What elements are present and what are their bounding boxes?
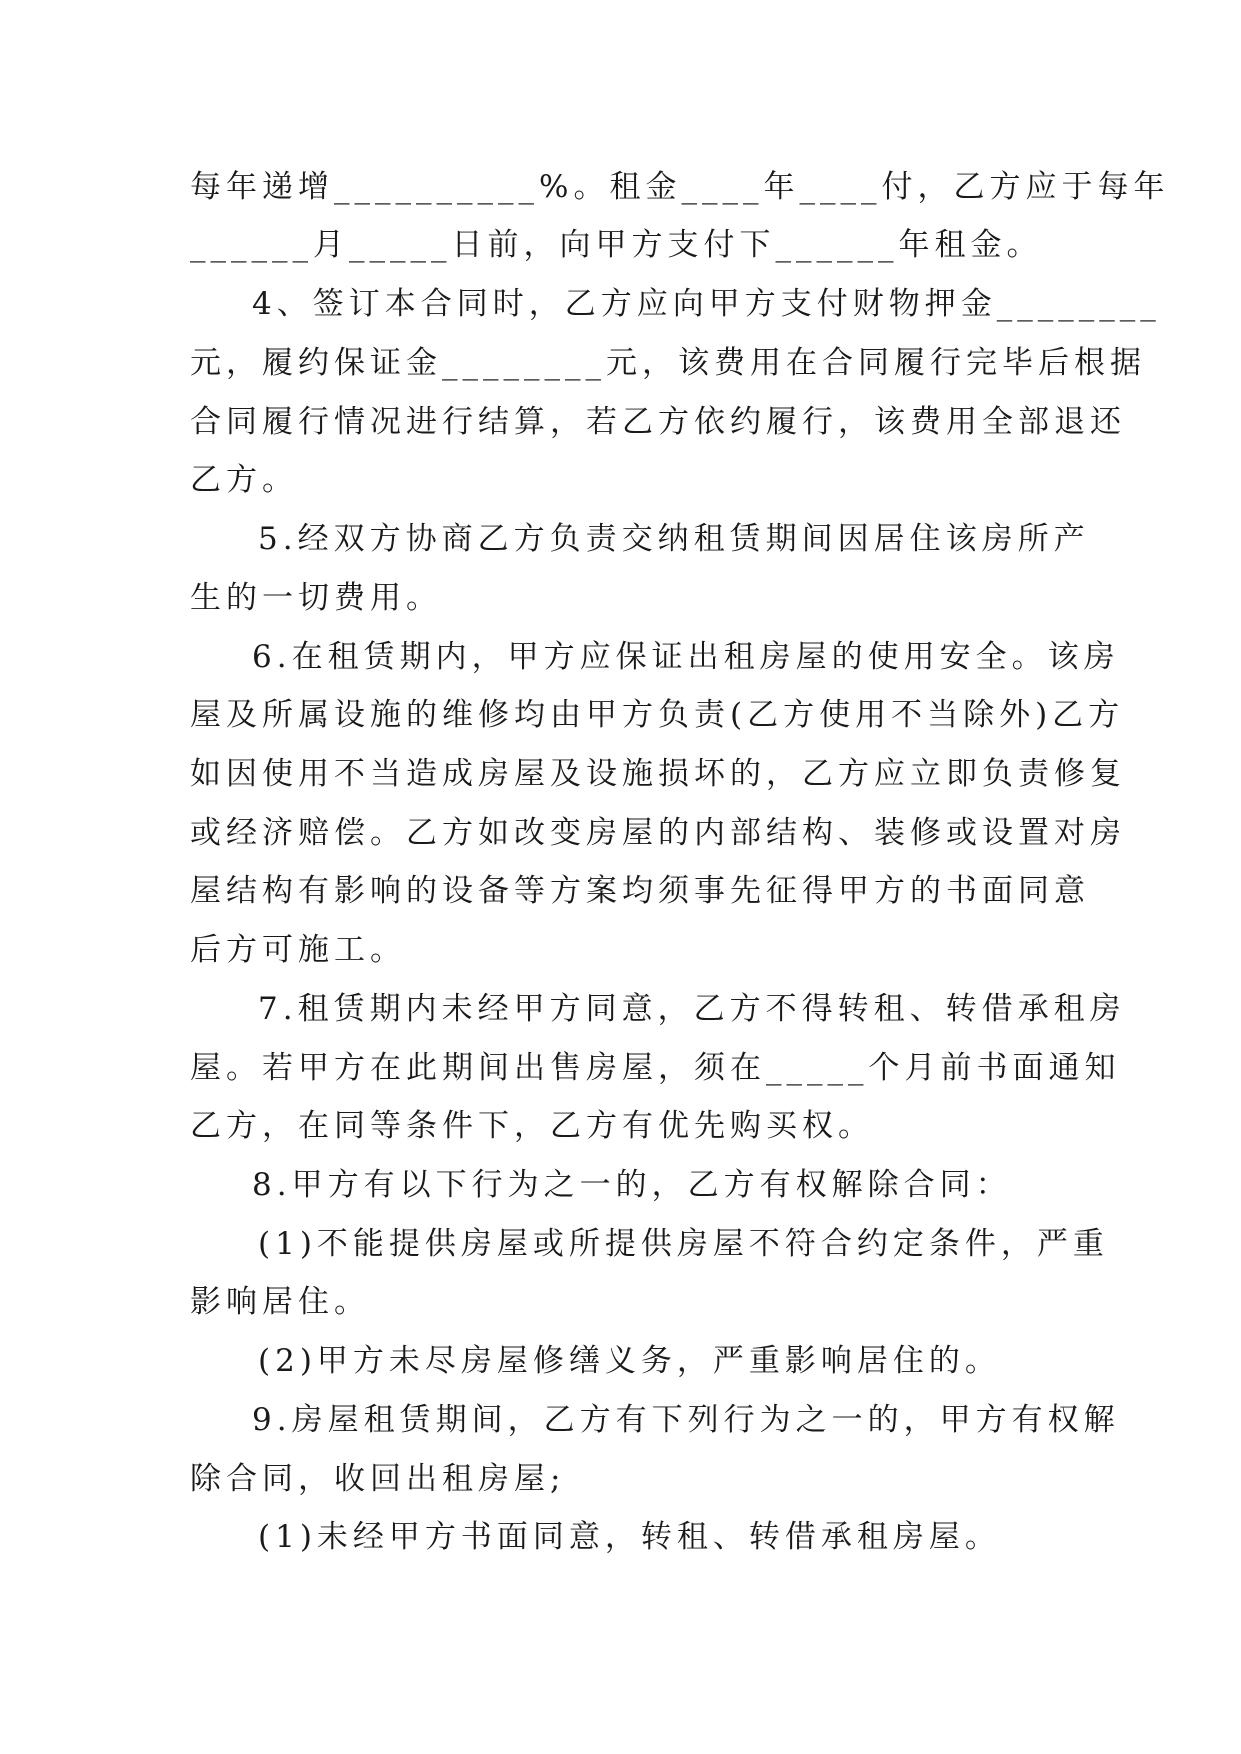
text-line: 每年递增__________%。租金____年____付，乙方应于每年 <box>190 169 1170 205</box>
text-line: 生的一切费用。 <box>190 580 442 616</box>
text-line: 6.在租赁期内，甲方应保证出租房屋的使用安全。该房 <box>252 639 1120 675</box>
text-line: 乙方。 <box>190 462 298 498</box>
text-line: 8.甲方有以下行为之一的，乙方有权解除合同： <box>252 1167 1012 1203</box>
text-line: 5.经双方协商乙方负责交纳租赁期间因居住该房所产 <box>258 521 1090 557</box>
text-line: (1)不能提供房屋或所提供房屋不符合约定条件，严重 <box>258 1226 1109 1262</box>
text-line: 如因使用不当造成房屋及设施损坏的，乙方应立即负责修复 <box>190 756 1126 792</box>
text-line: 9.房屋租赁期间，乙方有下列行为之一的，甲方有权解 <box>252 1402 1120 1438</box>
text-line: 元，履约保证金________元，该费用在合同履行完毕后根据 <box>190 345 1146 381</box>
text-line: 合同履行情况进行结算，若乙方依约履行，该费用全部退还 <box>190 404 1126 440</box>
text-line: 影响居住。 <box>190 1284 370 1320</box>
text-line: 4、签订本合同时，乙方应向甲方支付财物押金________ <box>252 286 1161 322</box>
text-line: 7.租赁期内未经甲方同意，乙方不得转租、转借承租房 <box>258 991 1126 1027</box>
text-line: ______月_____日前，向甲方支付下______年租金。 <box>190 227 1043 263</box>
text-line: 屋及所属设施的维修均由甲方负责(乙方使用不当除外)乙方 <box>190 697 1125 733</box>
text-line: (1)未经甲方书面同意，转租、转借承租房屋。 <box>258 1519 1001 1555</box>
text-line: 屋。若甲方在此期间出售房屋，须在_____个月前书面通知 <box>190 1050 1121 1086</box>
text-line: 乙方，在同等条件下，乙方有优先购买权。 <box>190 1108 874 1144</box>
text-line: 除合同，收回出租房屋; <box>190 1461 566 1497</box>
text-line: 或经济赔偿。乙方如改变房屋的内部结构、装修或设置对房 <box>190 815 1126 851</box>
text-line: 后方可施工。 <box>190 932 406 968</box>
text-line: (2)甲方未尽房屋修缮义务，严重影响居住的。 <box>258 1343 1001 1379</box>
text-line: 屋结构有影响的设备等方案均须事先征得甲方的书面同意 <box>190 873 1090 909</box>
